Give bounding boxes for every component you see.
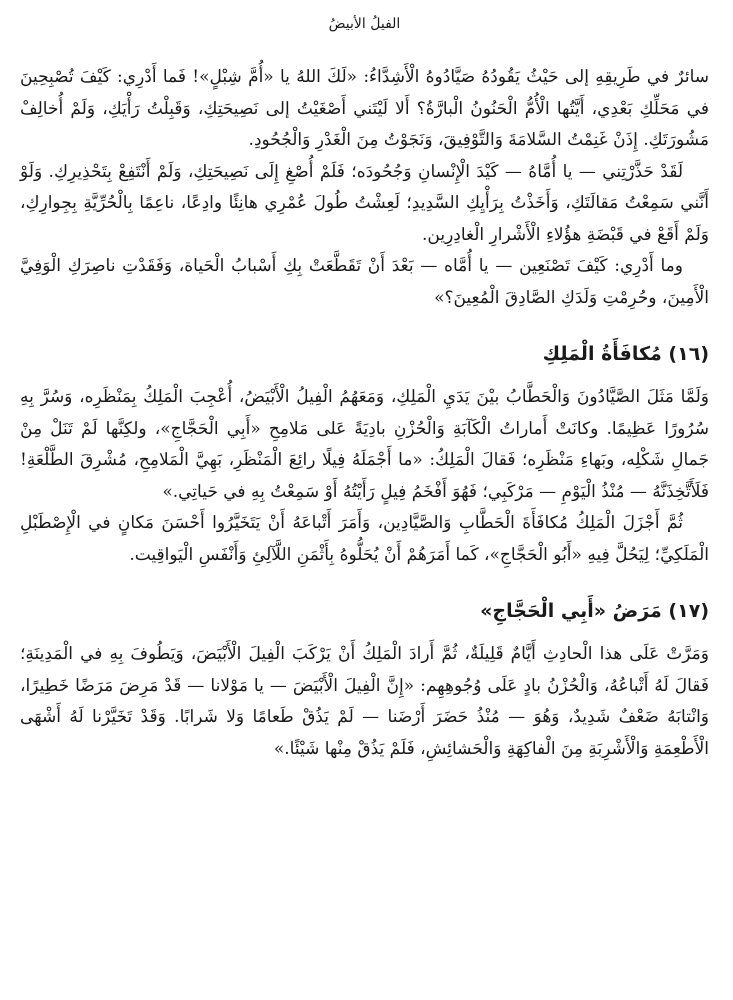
- paragraph: وَمَرَّتْ عَلَى هذا الْحادِثِ أَيَّامٌ قَلِيلَةٌ، ثُمَّ أَرادَ الْمَلِكُ أَنْ يَرْكَبَ الْفِيلَ الْأَبْيَضَ، وَيَطُوفَ بِهِ في الْمَدِينَةِ؛ فَقالَ لَهُ أَتْباعُهُ، وَالْحُزْنُ بادٍ عَلَى وُجُوهِهِم: «إِنَّ الْفِيلَ الْأَبْيَضَ — يا مَوْلانا — قَدْ مَرِضَ مَرَضًا خَطِيرًا، وَانْتابَهُ ضَعْفٌ شَدِيدٌ، وَهُوَ — مُنْذُ حَضَرَ أَرْضَنا — لَمْ يَذُقْ طَعامًا وَلا شَرابًا. وَقَدْ تَخَيَّرْنا لَهُ أَشْهَى الْأَطْعِمَةِ وَالْأَشْرِبَةِ مِنَ الْفاكِهَةِ وَالْحَشائِشِ، فَلَمْ يَذُقْ مِنْها شَيْئًا.»: [20, 644, 709, 759]
- section-heading: (١٦) مُكافَأَةُ الْمَلِكِ: [542, 343, 709, 365]
- paragraph: ثُمَّ أَجْزَلَ الْمَلِكُ مُكافَأَةَ الْحَطَّابِ وَالصَّيَّادِين، وَأَمَرَ أَتْباعَهُ أَنْ يَتَخَيَّرُوا أَحْسَنَ مَكانٍ في الْإِصْطَبْلِ الْمَلَكِيِّ؛ لِيَحُلَّ فِيهِ «أَبُو الْحَجَّاجِ»، كَما أَمَرَهُمْ أَنْ يُحَلُّوهُ بِأَثْمَنِ اللَّآلِئِ وَأَنْفَسِ الْيَواقِيت.: [20, 513, 709, 565]
- paragraph: وَلَمَّا مَثَلَ الصَّيَّادُونَ وَالْحَطَّابُ بيْنَ يَدَيِ الْمَلِكِ، وَمَعَهُمُ الْفِيلُ الْأَبْيَضُ، أُعْجِبَ الْمَلِكُ بِمَنْظَرِه، وَسُرَّ بِهِ سُرُورًا عَظِيمًا. وكانَتْ أَماراتُ الْكَآبَةِ وَالْحُزْنِ بادِيَةً عَلى مَلامِحِ «أَبِي الْحَجَّاجِ»، ولكِنَّها لَمْ تَنَلْ مِنْ جَمالِ شَكْلِه، وبَهاءِ مَنْظَرِه؛ فَقالَ الْمَلِكُ: «ما أَجْمَلَهُ فِيلًا رائِعَ الْمَنْظَرِ، بَهِيَّ الْمَلامِحِ، مُشْرِقَ الطَّلْعَةِ! فَلَأَتَّخِذَنَّهُ — مُنْذُ الْيَوْمِ — مَرْكَبِي؛ فَهُوَ أَفْخَمُ فِيلٍ رَأَيْتُهُ أَوْ سَمِعْتُ بِهِ في حَياتِي.»: [20, 387, 709, 502]
- paragraph: وما أَدْرِي: كَيْفَ تَصْنَعِين — يا أُمَّاه — بَعْدَ أَنْ تَقَطَّعَتْ بِكِ أَسْبابُ الْحَياة، وَفَقَدْتِ ناصِرَكِ الْوَفِيَّ الْأَمِينَ، وحُرِمْتِ وَلَدَكِ الصَّادِقَ الْمُعِينَ؟»: [20, 256, 709, 308]
- paragraph: سائرٌ في طَرِيقِهِ إلى حَيْثُ يَقُودُهُ صَيَّادُوهُ الْأَشِدَّاءُ: «لَكَ اللهُ يا «أُمَّ شِبْلٍ»! فَما أَدْرِي: كَيْفَ تُصْبِحِينَ في مَحَلِّكِ بَعْدِي، أَيَّتُها الْأُمُّ الْحَنُونُ الْبارَّةُ؟ أَلا لَيْتَني أَصْغَيْتُ إلى نَصِيحَتِكِ، وَقَبِلْتُ رَأْيَكِ، وَلَمْ أُخالِفْ مَشُورَتَكِ. إِذَنْ غَنِمْتُ السَّلامَةَ وَالتَّوْفِيقَ، وَنَجَوْتُ مِنَ الْغَدْرِ وَالْجُحُودِ.: [20, 67, 709, 150]
- paragraph: لَقَدْ حَذَّرْتِني — يا أُمَّاهُ — كَيْدَ الْإِنْسانِ وَجُحُودَه؛ فَلَمْ أُصْغِ إِلَى نَصِيحَتِكِ، وَلَمْ أَنْتَفِعْ بِتَحْذِيرِكِ. وَلَوْ أَنَّني سَمِعْتُ مَقالَتَكِ، وَأَخَذْتُ بِرَأْيِكِ السَّدِيدِ؛ لَعِشْتُ طُولَ عُمْرِي هانِئًا وادِعًا، ناعِمًا بِالْحُرِّيَّةِ بِجِوارِكِ، وَلَمْ أَقَعْ في قَبْضَةِ هؤُلاءِ الْأَشْرارِ الْغادِرِين.: [20, 161, 709, 245]
- section-heading: (١٧) مَرَضُ «أَبِي الْحَجَّاجِ»: [480, 600, 709, 622]
- running-title: الفيلُ الأبيضُ: [328, 16, 401, 32]
